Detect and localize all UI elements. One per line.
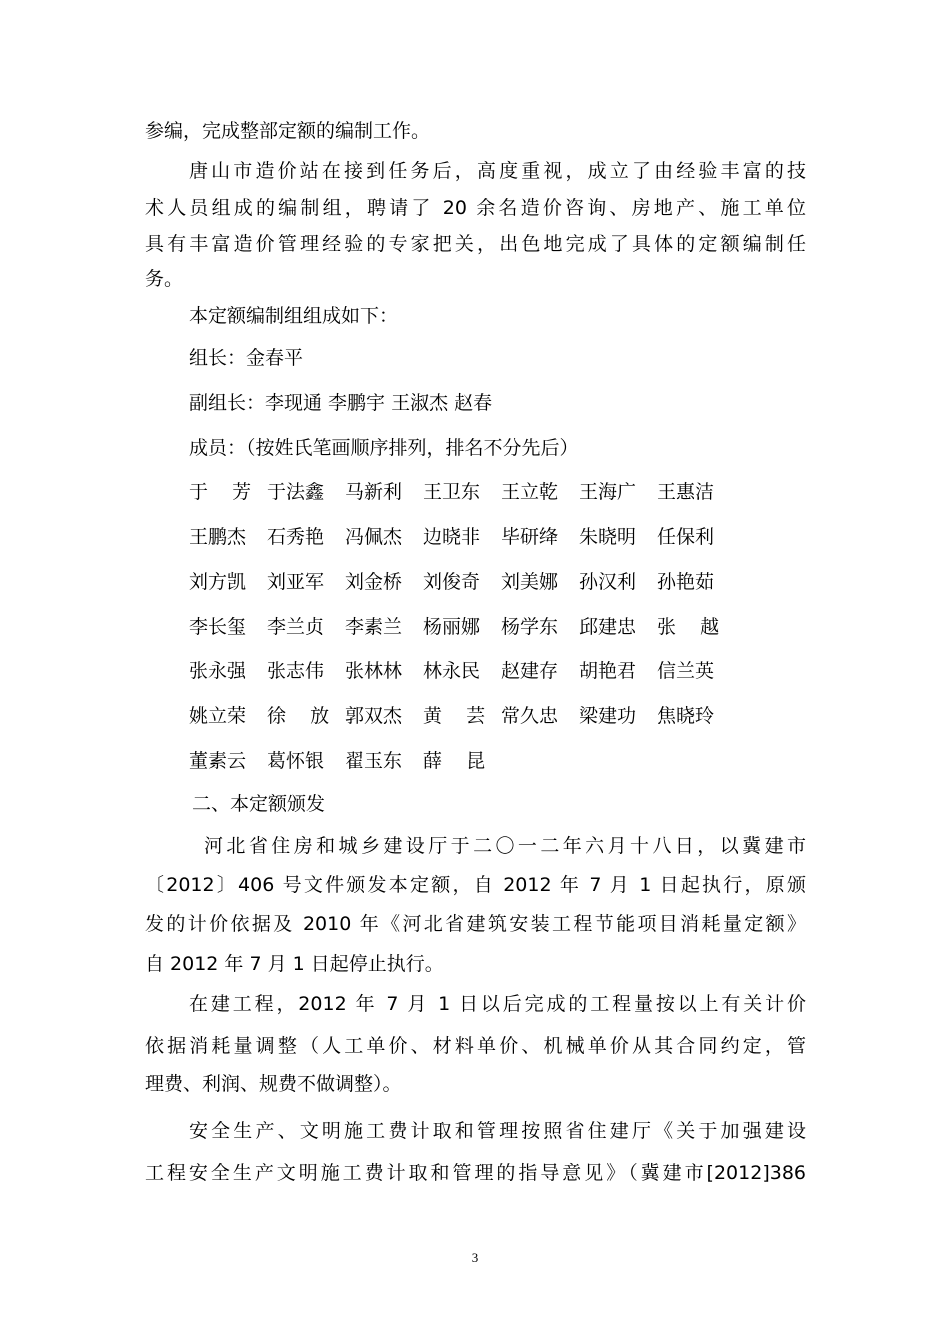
paragraph-line: 参编，完成整部定额的编制工作。: [145, 120, 431, 142]
member-name: 杨学东: [501, 616, 559, 638]
paragraph-line: 务。: [145, 268, 184, 290]
member-row: [189, 658, 749, 684]
member-name: 李长玺: [189, 616, 247, 638]
member-row: [189, 614, 749, 640]
member-name: 于法鑫: [267, 481, 325, 503]
member-name: 王卫东: [423, 481, 481, 503]
team-leader: 组长：金春平: [189, 347, 304, 369]
member-name: 葛怀银: [267, 750, 325, 772]
member-name: 黄 芸: [423, 705, 486, 727]
member-name: 王立乾: [501, 481, 559, 503]
member-name: 薛 昆: [423, 750, 486, 772]
member-name: 赵建存: [501, 660, 559, 682]
member-name: 刘俊奇: [423, 571, 481, 593]
paragraph-line: 工程安全生产文明施工费计取和管理的指导意见》（冀建市[2012]386: [145, 1162, 806, 1184]
member-name: 王海广: [579, 481, 637, 503]
paragraph-line: 发的计价依据及 2010 年《河北省建筑安装工程节能项目消耗量定额》: [145, 913, 806, 935]
paragraph-line: 理费、利润、规费不做调整）。: [145, 1073, 402, 1095]
member-name: 梁建功: [579, 705, 637, 727]
member-name: 边晓非: [423, 526, 481, 548]
paragraph-line: 本定额编制组组成如下：: [189, 305, 399, 327]
deputy-leaders: 副组长：李现通 李鹏宇 王淑杰 赵春: [189, 392, 493, 414]
paragraph-line: 自 2012 年 7 月 1 日起停止执行。: [145, 953, 444, 975]
member-row: [189, 703, 749, 729]
member-name: 张林林: [345, 660, 403, 682]
member-name: 孙汉利: [579, 571, 637, 593]
member-name: 王惠洁: [657, 481, 715, 503]
member-name: 朱晓明: [579, 526, 637, 548]
paragraph-line: 在建工程，2012 年 7 月 1 日以后完成的工程量按以上有关计价: [189, 993, 806, 1015]
paragraph-line: 具有丰富造价管理经验的专家把关，出色地完成了具体的定额编制任: [145, 233, 806, 255]
paragraph-line: 安全生产、文明施工费计取和管理按照省住建厅《关于加强建设: [189, 1120, 806, 1142]
member-name: 翟玉东: [345, 750, 403, 772]
member-name: 杨丽娜: [423, 616, 481, 638]
member-name: 张永强: [189, 660, 247, 682]
member-name: 常久忠: [501, 705, 559, 727]
member-name: 张 越: [657, 616, 720, 638]
paragraph-line: 唐山市造价站在接到任务后，高度重视，成立了由经验丰富的技: [189, 160, 806, 182]
member-name: 刘美娜: [501, 571, 559, 593]
member-name: 李素兰: [345, 616, 403, 638]
member-row: [189, 524, 749, 550]
page-number: 3: [471, 1250, 479, 1265]
member-name: 信兰英: [657, 660, 715, 682]
member-name: 孙艳茹: [657, 571, 715, 593]
member-name: 石秀艳: [267, 526, 325, 548]
member-name: 于 芳: [189, 481, 252, 503]
member-name: 林永民: [423, 660, 481, 682]
section-heading: 二、本定额颁发: [192, 793, 326, 815]
member-name: 焦晓玲: [657, 705, 715, 727]
member-name: 刘亚军: [267, 571, 325, 593]
member-name: 刘金桥: [345, 571, 403, 593]
member-name: 毕研绛: [501, 526, 559, 548]
paragraph-line: 依据消耗量调整（人工单价、材料单价、机械单价从其合同约定，管: [145, 1035, 806, 1057]
member-name: 刘方凯: [189, 571, 247, 593]
member-name: 郭双杰: [345, 705, 403, 727]
member-name: 胡艳君: [579, 660, 637, 682]
member-name: 王鹏杰: [189, 526, 247, 548]
members-intro: 成员：（按姓氏笔画顺序排列，排名不分先后）: [189, 437, 579, 459]
member-name: 邱建忠: [579, 616, 637, 638]
member-name: 董素云: [189, 750, 247, 772]
paragraph-line: 河北省住房和城乡建设厅于二〇一二年六月十八日，以冀建市: [204, 835, 806, 857]
member-name: 李兰贞: [267, 616, 325, 638]
member-name: 张志伟: [267, 660, 325, 682]
member-row: [189, 479, 749, 505]
member-name: 徐 放: [267, 705, 330, 727]
paragraph-line: 〔2012〕406 号文件颁发本定额，自 2012 年 7 月 1 日起执行，原颁: [145, 874, 806, 896]
member-name: 冯佩杰: [345, 526, 403, 548]
member-row: [189, 748, 749, 774]
member-name: 姚立荣: [189, 705, 247, 727]
member-name: 任保利: [657, 526, 715, 548]
member-name: 马新利: [345, 481, 403, 503]
paragraph-line: 术人员组成的编制组，聘请了 20 余名造价咨询、房地产、施工单位: [145, 197, 806, 219]
member-row: [189, 569, 749, 595]
